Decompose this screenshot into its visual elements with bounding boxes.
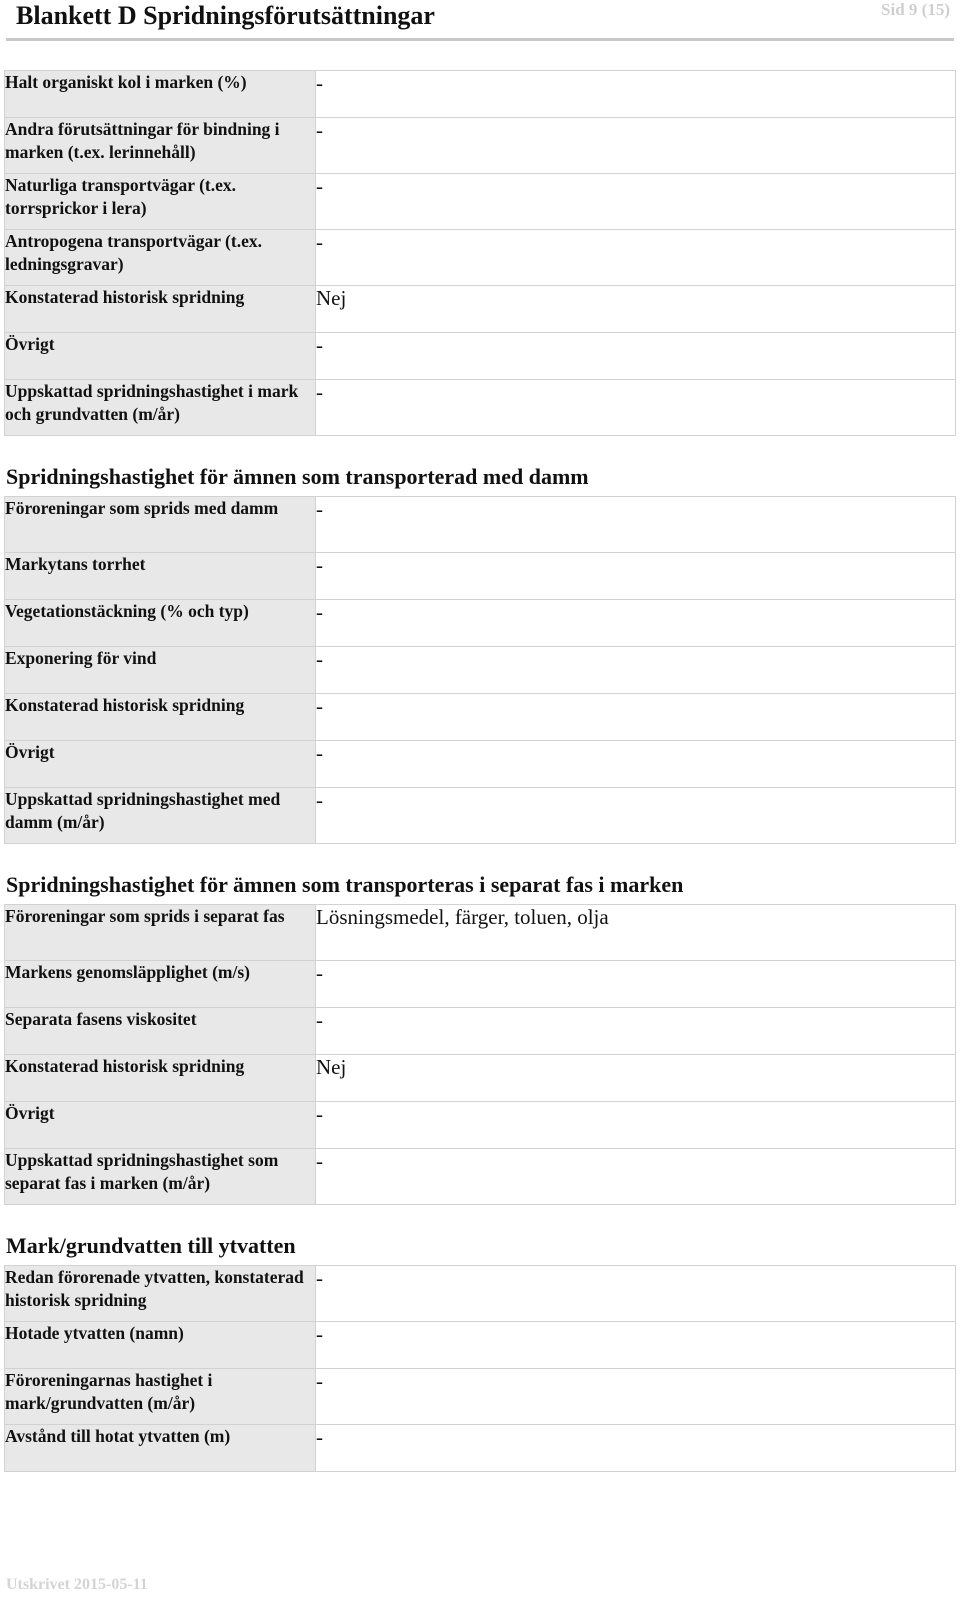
row-value: - bbox=[316, 497, 956, 553]
table-row bbox=[5, 230, 956, 286]
section-heading-surface-water: Mark/grundvatten till ytvatten bbox=[6, 1233, 296, 1258]
row-label: Uppskattad spridningshastighet med damm (m/år) bbox=[5, 788, 316, 844]
row-value: Lösningsmedel, färger, toluen, olja bbox=[316, 905, 956, 961]
row-label: Konstaterad historisk spridning bbox=[5, 1055, 316, 1102]
row-label: Avstånd till hotat ytvatten (m) bbox=[5, 1425, 316, 1472]
table-row bbox=[5, 1149, 956, 1205]
table-row bbox=[5, 118, 956, 174]
row-value: - bbox=[316, 71, 956, 118]
print-date: Utskrivet 2015-05-11 bbox=[6, 1576, 148, 1593]
table-row bbox=[5, 497, 956, 553]
row-label: Föroreningar som sprids i separat fas bbox=[5, 905, 316, 961]
header-divider bbox=[6, 38, 954, 41]
row-label: Antropogena transportvägar (t.ex. ledningsgravar) bbox=[5, 230, 316, 286]
row-value: - bbox=[316, 1266, 956, 1322]
row-value: - bbox=[316, 1369, 956, 1425]
table-row bbox=[5, 788, 956, 844]
row-value: - bbox=[316, 647, 956, 694]
row-value: Nej bbox=[316, 1055, 956, 1102]
row-value: - bbox=[316, 741, 956, 788]
table-row bbox=[5, 380, 956, 436]
section-table-soil-transport bbox=[4, 70, 956, 436]
row-label: Uppskattad spridningshastighet i mark och grundvatten (m/år) bbox=[5, 380, 316, 436]
row-value: - bbox=[316, 230, 956, 286]
row-label: Konstaterad historisk spridning bbox=[5, 286, 316, 333]
page-header bbox=[6, 0, 954, 40]
section-heading-separate-phase: Spridningshastighet för ämnen som transporteras i separat fas i marken bbox=[6, 872, 684, 897]
row-value: - bbox=[316, 1322, 956, 1369]
table-row bbox=[5, 741, 956, 788]
row-value: - bbox=[316, 694, 956, 741]
row-value: - bbox=[316, 961, 956, 1008]
row-value: - bbox=[316, 380, 956, 436]
row-value: - bbox=[316, 1102, 956, 1149]
row-label: Övrigt bbox=[5, 741, 316, 788]
table-row bbox=[5, 694, 956, 741]
row-value: - bbox=[316, 553, 956, 600]
table-row bbox=[5, 905, 956, 961]
row-value: - bbox=[316, 1149, 956, 1205]
row-label: Halt organiskt kol i marken (%) bbox=[5, 71, 316, 118]
table-row bbox=[5, 1008, 956, 1055]
row-value: - bbox=[316, 788, 956, 844]
row-label: Markens genomsläpplighet (m/s) bbox=[5, 961, 316, 1008]
section-heading-dust: Spridningshastighet för ämnen som transporterad med damm bbox=[6, 464, 589, 489]
table-row bbox=[5, 286, 956, 333]
page-number: Sid 9 (15) bbox=[881, 0, 950, 19]
row-label: Naturliga transportvägar (t.ex. torrsprickor i lera) bbox=[5, 174, 316, 230]
row-label: Övrigt bbox=[5, 1102, 316, 1149]
table-row bbox=[5, 1055, 956, 1102]
table-row bbox=[5, 1322, 956, 1369]
table-row bbox=[5, 961, 956, 1008]
row-label: Övrigt bbox=[5, 333, 316, 380]
table-row bbox=[5, 553, 956, 600]
row-label: Andra förutsättningar för bindning i marken (t.ex. lerinnehåll) bbox=[5, 118, 316, 174]
row-value: Nej bbox=[316, 286, 956, 333]
row-label: Vegetationstäckning (% och typ) bbox=[5, 600, 316, 647]
table-row bbox=[5, 174, 956, 230]
row-label: Föroreningar som sprids med damm bbox=[5, 497, 316, 553]
row-value: - bbox=[316, 1425, 956, 1472]
row-value: - bbox=[316, 600, 956, 647]
row-label: Separata fasens viskositet bbox=[5, 1008, 316, 1055]
row-label: Redan förorenade ytvatten, konstaterad historisk spridning bbox=[5, 1266, 316, 1322]
document-title: Blankett D Spridningsförutsättningar bbox=[16, 1, 435, 30]
row-label: Exponering för vind bbox=[5, 647, 316, 694]
row-label: Föroreningarnas hastighet i mark/grundvatten (m/år) bbox=[5, 1369, 316, 1425]
table-row bbox=[5, 1425, 956, 1472]
row-value: - bbox=[316, 174, 956, 230]
table-row bbox=[5, 600, 956, 647]
table-row bbox=[5, 1102, 956, 1149]
row-value: - bbox=[316, 333, 956, 380]
row-label: Uppskattad spridningshastighet som separat fas i marken (m/år) bbox=[5, 1149, 316, 1205]
row-label: Konstaterad historisk spridning bbox=[5, 694, 316, 741]
section-table-dust bbox=[4, 496, 956, 844]
row-value: - bbox=[316, 1008, 956, 1055]
row-value: - bbox=[316, 118, 956, 174]
table-row bbox=[5, 1369, 956, 1425]
table-row bbox=[5, 647, 956, 694]
row-label: Hotade ytvatten (namn) bbox=[5, 1322, 316, 1369]
table-row bbox=[5, 333, 956, 380]
table-row bbox=[5, 71, 956, 118]
section-table-separate-phase bbox=[4, 904, 956, 1205]
table-row bbox=[5, 1266, 956, 1322]
row-label: Markytans torrhet bbox=[5, 553, 316, 600]
section-table-surface-water bbox=[4, 1265, 956, 1472]
